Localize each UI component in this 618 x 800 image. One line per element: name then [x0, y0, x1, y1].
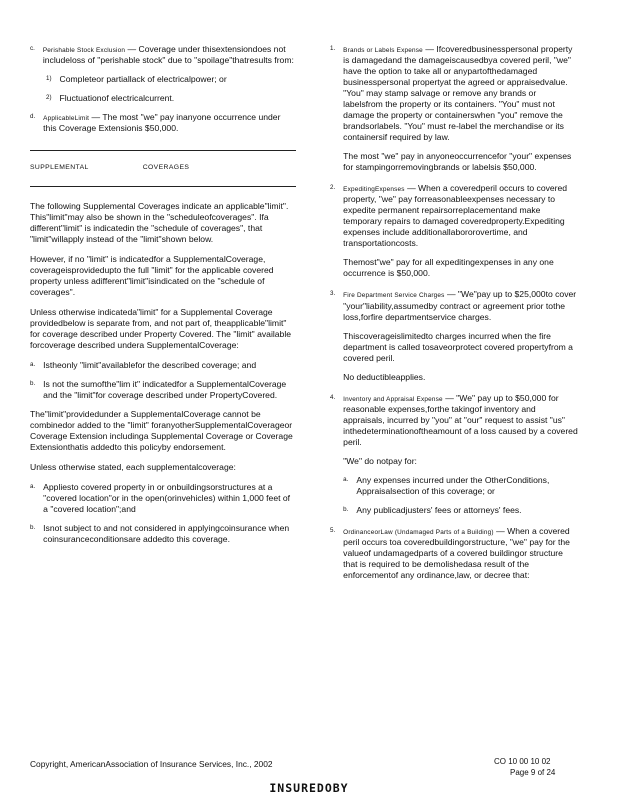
- list-label: a.: [30, 361, 36, 369]
- applicable-limit: [30, 112, 296, 134]
- paragraph: However, if no "limit" is indicatedfor a SupplementalCoverage, coverageisprovidedupto the full "limit" for the applicable covered property unless adifferent"limit"isindicated on the "schedule of coverages".: [30, 254, 274, 298]
- list-label: a.: [343, 475, 349, 483]
- item-label: 4.: [330, 393, 336, 401]
- item-heading: Brands or Labels Expense: [343, 47, 423, 54]
- perishable-stock-exclusion: [30, 44, 296, 66]
- list-label: b.: [343, 505, 349, 513]
- item-text: — "We" pay up to $50,000 for reasonable expenses,forthe takingof inventory and appraisals, incurred by "you" at "our" request to assist "us" inthedeterminationoftheamount of a loss caused by a covered peril.: [343, 392, 578, 447]
- form-page-info: [494, 757, 555, 779]
- item-text: — Ifcoveredbusinesspersonal property is damagedand the damageiscausedbya covered peril, "we" have the option to take all or anypartofthedamaged businesspersonal propertyat the agreed or appraisedvalue. "You" may stamp salvage or remove any brands or labelsfrom the property or its containers. "You" must not damage the property or containerswhen "you" remove the brandsorlabels. "You" must re-label the merchandise or its containersif required by law.: [343, 44, 573, 143]
- list-text: Is not the sumofthe"lim it" indicatedfor a SupplementalCoverage and the "limit"for coverage described under PropertyCovered.: [43, 379, 287, 401]
- section-title: [30, 151, 296, 186]
- list-item: [30, 482, 296, 515]
- copyright-notice: Copyright, AmericanAssociation of Insurance Services, Inc., 2002: [30, 759, 273, 769]
- list-item: [30, 379, 296, 401]
- list-text: Any publicadjusters' fees or attorneys' fees.: [356, 504, 522, 515]
- paragraph: The"limit"providedunder a SupplementalCoverage cannot be combinedor added to the "limit" foranyotherSupplementalCoverageor Coverage Extension includinga Supplemental Coverage or Coverage Extensionthatis addedto this policyby endorsement.: [30, 409, 293, 453]
- item-label: 1.: [330, 45, 336, 52]
- sub-label: 1): [46, 75, 52, 83]
- inventory-appraisal-expense: [330, 393, 578, 518]
- list-label: b.: [30, 524, 36, 532]
- item-text: — Coverage under thisextensiondoes not includeloss of "perishable stock" due to "spoilage"thatresults from:: [42, 44, 294, 66]
- page-number: Page 9 of 24: [510, 767, 556, 777]
- section-rule-bottom: [30, 186, 296, 187]
- item-subparagraph: "We" do notpay for:: [343, 455, 417, 466]
- list-item: [30, 523, 296, 545]
- sub-label: 2): [46, 94, 52, 102]
- item-heading: ApplicableLimit: [43, 115, 90, 123]
- item-subparagraph: No deductibleapplies.: [343, 371, 426, 382]
- perishable-sub-2: [46, 93, 296, 104]
- sub-text: Completeor partiallack of electricalpower; or: [59, 74, 227, 85]
- watermark-brand: INSUREDOBY: [269, 781, 349, 795]
- section-title-part-2: COVERAGES: [142, 164, 190, 172]
- item-text: — When a covered peril occurs toa coveredbuildingorstructure, "we" pay for the valueof undamagedparts of a covered buildingor structure that is required to be demolishedasa result of the enforcementof any ordinance,law, or decree that:: [343, 525, 570, 580]
- list-text: Appliesto covered property in or onbuildingsorstructures at a "covered location"or in the open(orinvehicles) within 1,000 feet of a "covered location";and: [43, 482, 291, 515]
- list-label: b.: [30, 380, 36, 388]
- right-column: [330, 44, 578, 598]
- paragraph: Unless otherwise indicateda"limit" for a Supplemental Coverage providedbelow is separate from, and not part of, theapplicable"limit" for coverage described under Property Covered. The "limit" available forcoverage described undera SupplementalCoverage:: [30, 307, 292, 351]
- item-text: — When a coveredperil occurs to covered property, "we" pay forreasonableexpenses necessary to expedite permanent repairsorreplacementand make temporary repairs to damaged coveredproperty.Expediting expenses include additionallabororovertime, and transportationcosts.: [343, 183, 568, 249]
- list-item: [343, 475, 578, 497]
- brands-labels-expense: [330, 44, 578, 175]
- ordinance-or-law: [330, 526, 578, 590]
- item-label: c.: [30, 45, 35, 52]
- item-label: 5.: [330, 526, 336, 534]
- perishable-sub-1: [46, 74, 296, 85]
- item-heading: Fire Department Service Charges: [343, 292, 445, 300]
- list-text: Any expenses incurred under the OtherConditions, Appraisalsection of this coverage; or: [356, 474, 550, 496]
- item-label: 3.: [330, 290, 336, 298]
- list-label: a.: [30, 483, 36, 491]
- item-label: 2.: [330, 184, 336, 192]
- item-subparagraph: The most "we" pay in anyoneoccurrencefor "your" expenses for stampingorremovingbrands or labelsis $50,000.: [343, 151, 572, 173]
- item-text: — "We"pay up to $25,000to cover "your"liability,assumedby contract or agreement prior tothe loss,forfire departmentservice charges.: [343, 289, 577, 322]
- item-subparagraph: Themost"we" pay for all expeditingexpenses in any one occurrence is $50,000.: [343, 257, 554, 279]
- sub-text: Fluctuationof electricalcurrent.: [59, 93, 175, 104]
- item-heading: Inventory and Appraisal Expense: [343, 395, 443, 403]
- fire-department-service-charges: [330, 289, 578, 384]
- list-item: [343, 505, 578, 516]
- list-text: Isnot subject to and not considered in applyingcoinsurance when coinsuranceconditionsare addedto this coverage.: [43, 523, 290, 545]
- item-subparagraph: Thiscoverageislimitedto charges incurred when the fire department is called tosaveorprotect covered propertyfrom a covered peril.: [343, 330, 573, 363]
- list-text: Istheonly "limit"availablefor the described coverage; and: [43, 360, 257, 371]
- form-number: CO 10 00 10 02: [494, 757, 551, 766]
- item-heading: OrdinanceorLaw (Undamaged Parts of a Building): [343, 528, 494, 536]
- left-column: [30, 44, 296, 553]
- item-heading: ExpeditingExpenses: [343, 186, 405, 194]
- section-title-part-1: SUPPLEMENTAL: [30, 164, 89, 172]
- item-text: — The most "we" pay inanyone occurrence under this Coverage Extensionis $50,000.: [43, 112, 281, 134]
- paragraph: The following Supplemental Coverages indicate an applicable"limit". This"limit"may also be shown in the "scheduleofcoverages". Ifa different"limit" is indicatedin the "schedule of coverages", that "limit"willapply instead of the "limit"shown below.: [30, 201, 289, 245]
- list-item: [30, 360, 296, 371]
- expediting-expenses: [330, 183, 578, 281]
- paragraph: Unless otherwise stated, each supplementalcoverage:: [30, 462, 236, 473]
- item-label: d.: [30, 113, 36, 121]
- item-heading: Perishable Stock Exclusion: [42, 47, 126, 54]
